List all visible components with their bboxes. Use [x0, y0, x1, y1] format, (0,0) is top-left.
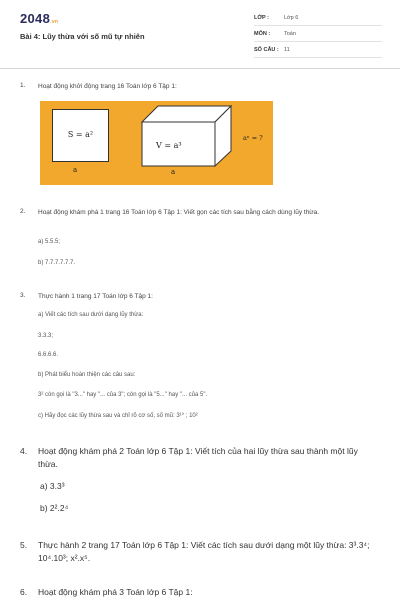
meta-label: LỚP : [254, 15, 269, 21]
cube-volume-label: V = a³ [156, 141, 182, 150]
question-text: Thực hành 1 trang 17 Toán lớp 6 Tập 1: [38, 293, 153, 300]
question-text: Hoạt động khởi động trang 16 Toán lớp 6 Tập 1: [38, 83, 177, 90]
meta-value: Toán [284, 31, 296, 37]
question-1-figure [40, 101, 273, 185]
meta-subject [254, 27, 382, 42]
question-text: Hoạt động khám phá 1 trang 16 Toán lớp 6 Tập 1: Viết gọn các tích sau bằng cách dùng lũy thừa. [38, 209, 320, 216]
question-number: 3. [20, 292, 26, 299]
square-area-label: S = a² [67, 130, 94, 139]
answer-item: a) 5.5.5; [38, 239, 61, 245]
question-number: 1. [20, 82, 26, 89]
cube-side-label: a [171, 168, 176, 176]
page-header [0, 0, 400, 66]
answer-item: b) 7.7.7.7.7.7. [38, 260, 76, 266]
question-text: Thực hành 2 trang 17 Toán lớp 6 Tập 1: Viết các tích sau dưới dạng một lũy thừa: 3³.3⁴; 10⁴.10³; x².x⁵. [38, 540, 370, 563]
answer-item: 3² còn gọi là "3..." hay "... của 3"; còn gọi là "5..." hay "... của 5". [38, 392, 208, 398]
meta-value: Lớp 6 [284, 15, 299, 21]
question-number: 2. [20, 208, 26, 215]
answer-item: c) Hãy đọc các lũy thừa sau và chỉ rõ cơ số, số mũ: 3¹⁰ ; 10² [38, 413, 198, 419]
square-side-label: a [73, 166, 78, 174]
answer-item: b) Phát biểu hoàn thiện các câu sau: [38, 372, 136, 378]
logo-suffix: .vn [50, 19, 59, 25]
answer-item: 6.6.6.6. [38, 352, 59, 358]
lesson-title: Bài 4: Lũy thừa với số mũ tự nhiên [20, 32, 145, 41]
cube-shape [141, 105, 233, 167]
question-number: 6. [20, 587, 28, 597]
power-equation: aⁿ = ? [243, 134, 263, 142]
meta-value: 11 [284, 47, 290, 53]
meta-question-count [254, 43, 382, 58]
site-logo[interactable] [20, 11, 58, 26]
meta-label: MÔN : [254, 31, 271, 37]
meta-label: SỐ CÂU : [254, 47, 279, 53]
question-number: 4. [20, 446, 28, 456]
meta-class [254, 11, 382, 26]
question-text: Hoạt động khám phá 3 Toán lớp 6 Tập 1: [38, 587, 193, 597]
answer-item: 3.3.3; [38, 333, 54, 339]
header-divider [0, 68, 400, 69]
answer-item: a) 3.3³ [40, 481, 65, 491]
answer-item: b) 2².2⁴ [40, 503, 69, 513]
question-number: 5. [20, 540, 28, 550]
answer-item: a) Viết các tích sau dưới dạng lũy thừa: [38, 312, 144, 318]
question-text: Hoạt động khám phá 2 Toán lớp 6 Tập 1: Viết tích của hai lũy thừa sau thành một lũy thừa. [38, 446, 358, 469]
square-shape [52, 109, 109, 162]
logo-text: 2048 [20, 11, 51, 26]
